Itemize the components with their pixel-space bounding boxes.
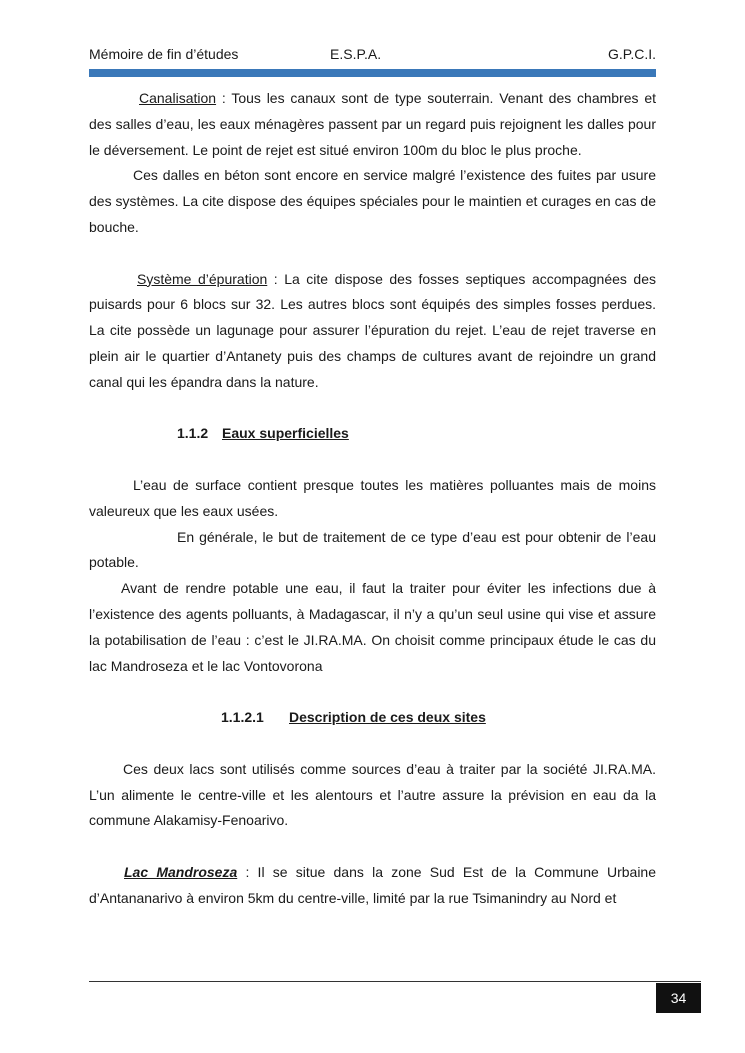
text-canalisation: : Tous les canaux sont de type souterrain. Venant des chambres et des salles d’eau, les eaux ménagères passent par un regard puis rejoignent les dalles pour le déversement. Le point de rejet est situé environ 100m du bloc le plus proche.	[89, 90, 656, 158]
document-body	[89, 86, 656, 912]
paragraph-canalisation	[89, 86, 656, 163]
paragraph-surface	[89, 473, 656, 525]
heading-1-1-2-1-number: 1.1.2.1	[221, 709, 264, 726]
header-rule	[89, 69, 656, 77]
heading-1-1-2-1	[89, 705, 656, 731]
paragraph-dalles	[89, 163, 656, 240]
term-canalisation: Canalisation	[139, 90, 217, 106]
text-mandroseza: : Il se situe dans la zone Sud Est de la Commune Urbaine d’Antananarivo à environ 5km du centre-ville, limité par la rue Tsimanindry au Nord et	[89, 863, 656, 906]
heading-1-1-2-title: Eaux superficielles	[222, 425, 349, 442]
paragraph-mandroseza	[89, 860, 656, 912]
heading-1-1-2-1-title: Description de ces deux sites	[289, 709, 486, 726]
footer-rule	[89, 981, 701, 982]
paragraph-generale	[89, 525, 656, 577]
text-lacs: Ces deux lacs sont utilisés comme sources d’eau à traiter par la société JI.RA.MA. L’un alimente le centre-ville et les alentours et l’autre assure la prévision en eau da la commune Alakamisy-Fenoarivo.	[89, 760, 656, 829]
paragraph-lacs	[89, 757, 656, 834]
paragraph-epuration	[89, 267, 656, 396]
heading-1-1-2	[89, 421, 656, 447]
text-epuration: : La cite dispose des fosses septiques accompagnées des puisards pour 6 blocs sur 32. Les autres blocs sont équipés des simples fosses perdues. La cite possède un lagunage pour assurer l’épuration du rejet. L’eau de rejet traverse en plein air le quartier d’Antanety puis des champs de cultures avant de rejoindre un grand canal qui les épandra dans la nature.	[89, 270, 656, 390]
text-potable: Avant de rendre potable une eau, il faut la traiter pour éviter les infections due à l’existence des agents polluants, à Madagascar, il n’y a qu’un seul usine qui vise et assure la potabilisation de l’eau : c’est le JI.RA.MA. On choisit comme principaux étude le cas du lac Mandroseza et le lac Vontovorona	[89, 580, 656, 674]
text-surface: L’eau de surface contient presque toutes les matières polluantes mais de moins valeureux que les eaux usées.	[89, 476, 656, 519]
term-epuration: Système d’épuration	[137, 270, 268, 287]
text-dalles: Ces dalles en béton sont encore en service malgré l’existence des fuites par usure des systèmes. La cite dispose des équipes spéciales pour le maintien et curages en cas de bouche.	[89, 167, 656, 235]
page-header	[89, 44, 656, 64]
header-left-text: Mémoire de fin d’études	[89, 46, 239, 62]
header-right-text: G.P.C.I.	[608, 46, 656, 62]
heading-1-1-2-number: 1.1.2	[177, 425, 209, 442]
paragraph-potable	[89, 576, 656, 679]
page-number: 34	[656, 983, 701, 1013]
term-mandroseza: Lac Mandroseza	[124, 863, 238, 880]
text-generale: En générale, le but de traitement de ce type d’eau est pour obtenir de l’eau potable.	[89, 528, 656, 571]
header-center-text: E.S.P.A.	[330, 46, 382, 62]
